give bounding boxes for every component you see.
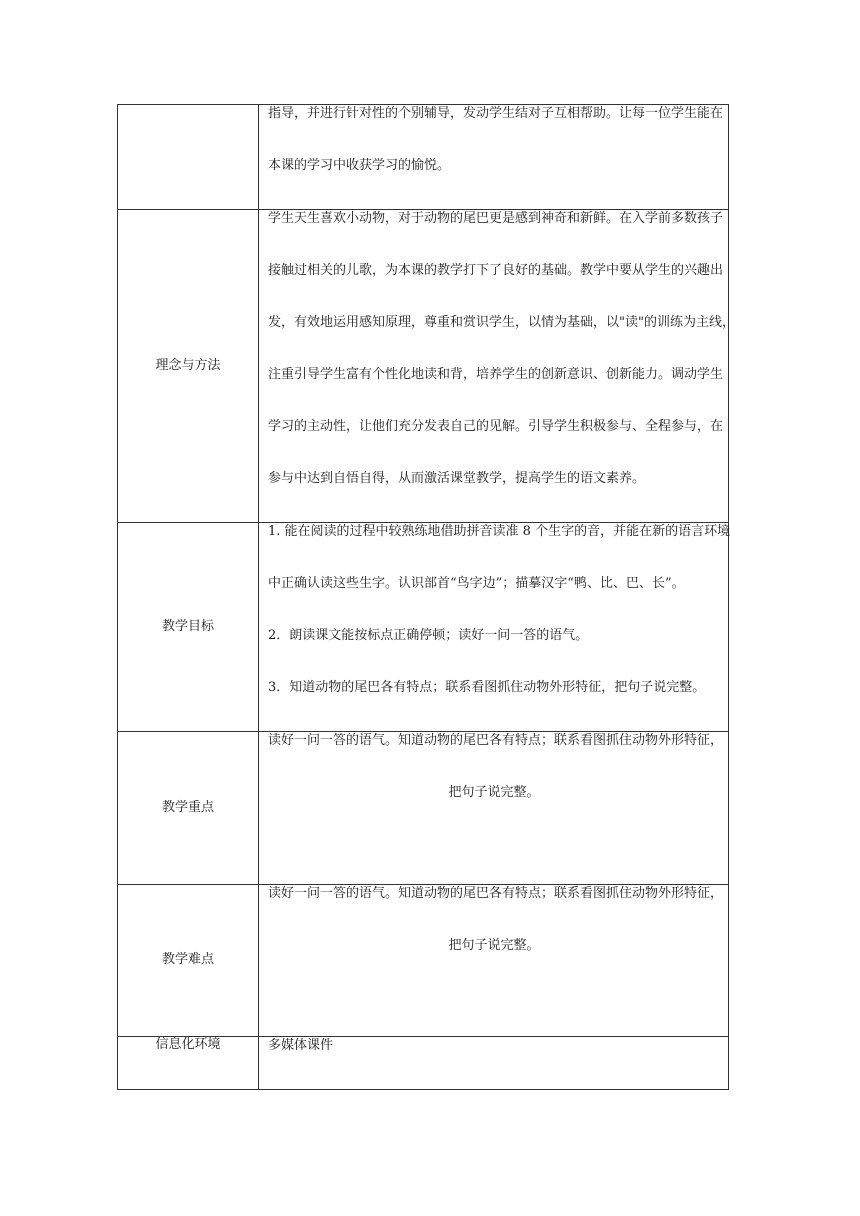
table-row xyxy=(118,105,729,210)
table-row xyxy=(118,885,729,1037)
content-line: 中正确认读这些生字。认识部首“鸟字边”；描摹汉字“鸭、比、巴、长”。 xyxy=(268,576,685,591)
content-line: 2．朗读课文能按标点正确停顿；读好一问一答的语气。 xyxy=(268,628,589,643)
row-label-difficult-points: 教学难点 xyxy=(118,885,259,1037)
content-line: 把句子说完整。 xyxy=(448,938,540,953)
content-line: 参与中达到自悟自得，从而激活课堂教学，提高学生的语文素养。 xyxy=(268,471,646,486)
content-line: 指导，并进行针对性的个别辅导，发动学生结对子互相帮助。让每一位学生能在 xyxy=(268,106,724,121)
table-row xyxy=(118,1037,729,1090)
row-label-empty xyxy=(118,105,259,210)
content-line: 注重引导学生富有个性化地读和背，培养学生的创新意识、创新能力。调动学生 xyxy=(268,367,724,382)
row-content xyxy=(259,885,729,1037)
content-line: 读好一问一答的语气。知道动物的尾巴各有特点；联系看图抓住动物外形特征， xyxy=(268,733,724,748)
content-line: 1. 能在阅读的过程中较熟练地借助拼音读准 8 个生字的音，并能在新的语言环境 xyxy=(268,524,731,539)
table-row xyxy=(118,523,729,732)
row-label-philosophy-method: 理念与方法 xyxy=(118,210,259,523)
content-line: 学习的主动性，让他们充分发表自己的见解。引导学生积极参与、全程参与，在 xyxy=(268,419,724,434)
content-line: 本课的学习中收获学习的愉悦。 xyxy=(268,158,451,173)
row-content xyxy=(259,1037,729,1090)
row-content xyxy=(259,210,735,523)
content-line: 把句子说完整。 xyxy=(448,785,540,800)
content-line: 多媒体课件 xyxy=(268,1038,334,1053)
row-label-key-points: 教学重点 xyxy=(118,732,259,885)
content-line: 学生天生喜欢小动物，对于动物的尾巴更是感到神奇和新鲜。在入学前多数孩子 xyxy=(268,211,724,226)
row-label-it-environment: 信息化环境 xyxy=(118,1037,259,1090)
row-label-teaching-goals: 教学目标 xyxy=(118,523,259,732)
table-row xyxy=(118,732,729,885)
lesson-plan-table xyxy=(117,104,735,1090)
table-row xyxy=(118,210,729,523)
row-content xyxy=(259,105,729,210)
content-line: 接触过相关的儿歌，为本课的教学打下了良好的基础。教学中要从学生的兴趣出 xyxy=(268,263,724,278)
content-line: 发，有效地运用感知原理，尊重和赏识学生，以情为基础，以"读"的训练为主线， xyxy=(268,315,735,330)
row-content xyxy=(259,732,729,885)
content-line: 3．知道动物的尾巴各有特点；联系看图抓住动物外形特征，把句子说完整。 xyxy=(268,680,706,695)
row-content xyxy=(259,523,729,732)
content-line: 读好一问一答的语气。知道动物的尾巴各有特点；联系看图抓住动物外形特征， xyxy=(268,886,724,901)
